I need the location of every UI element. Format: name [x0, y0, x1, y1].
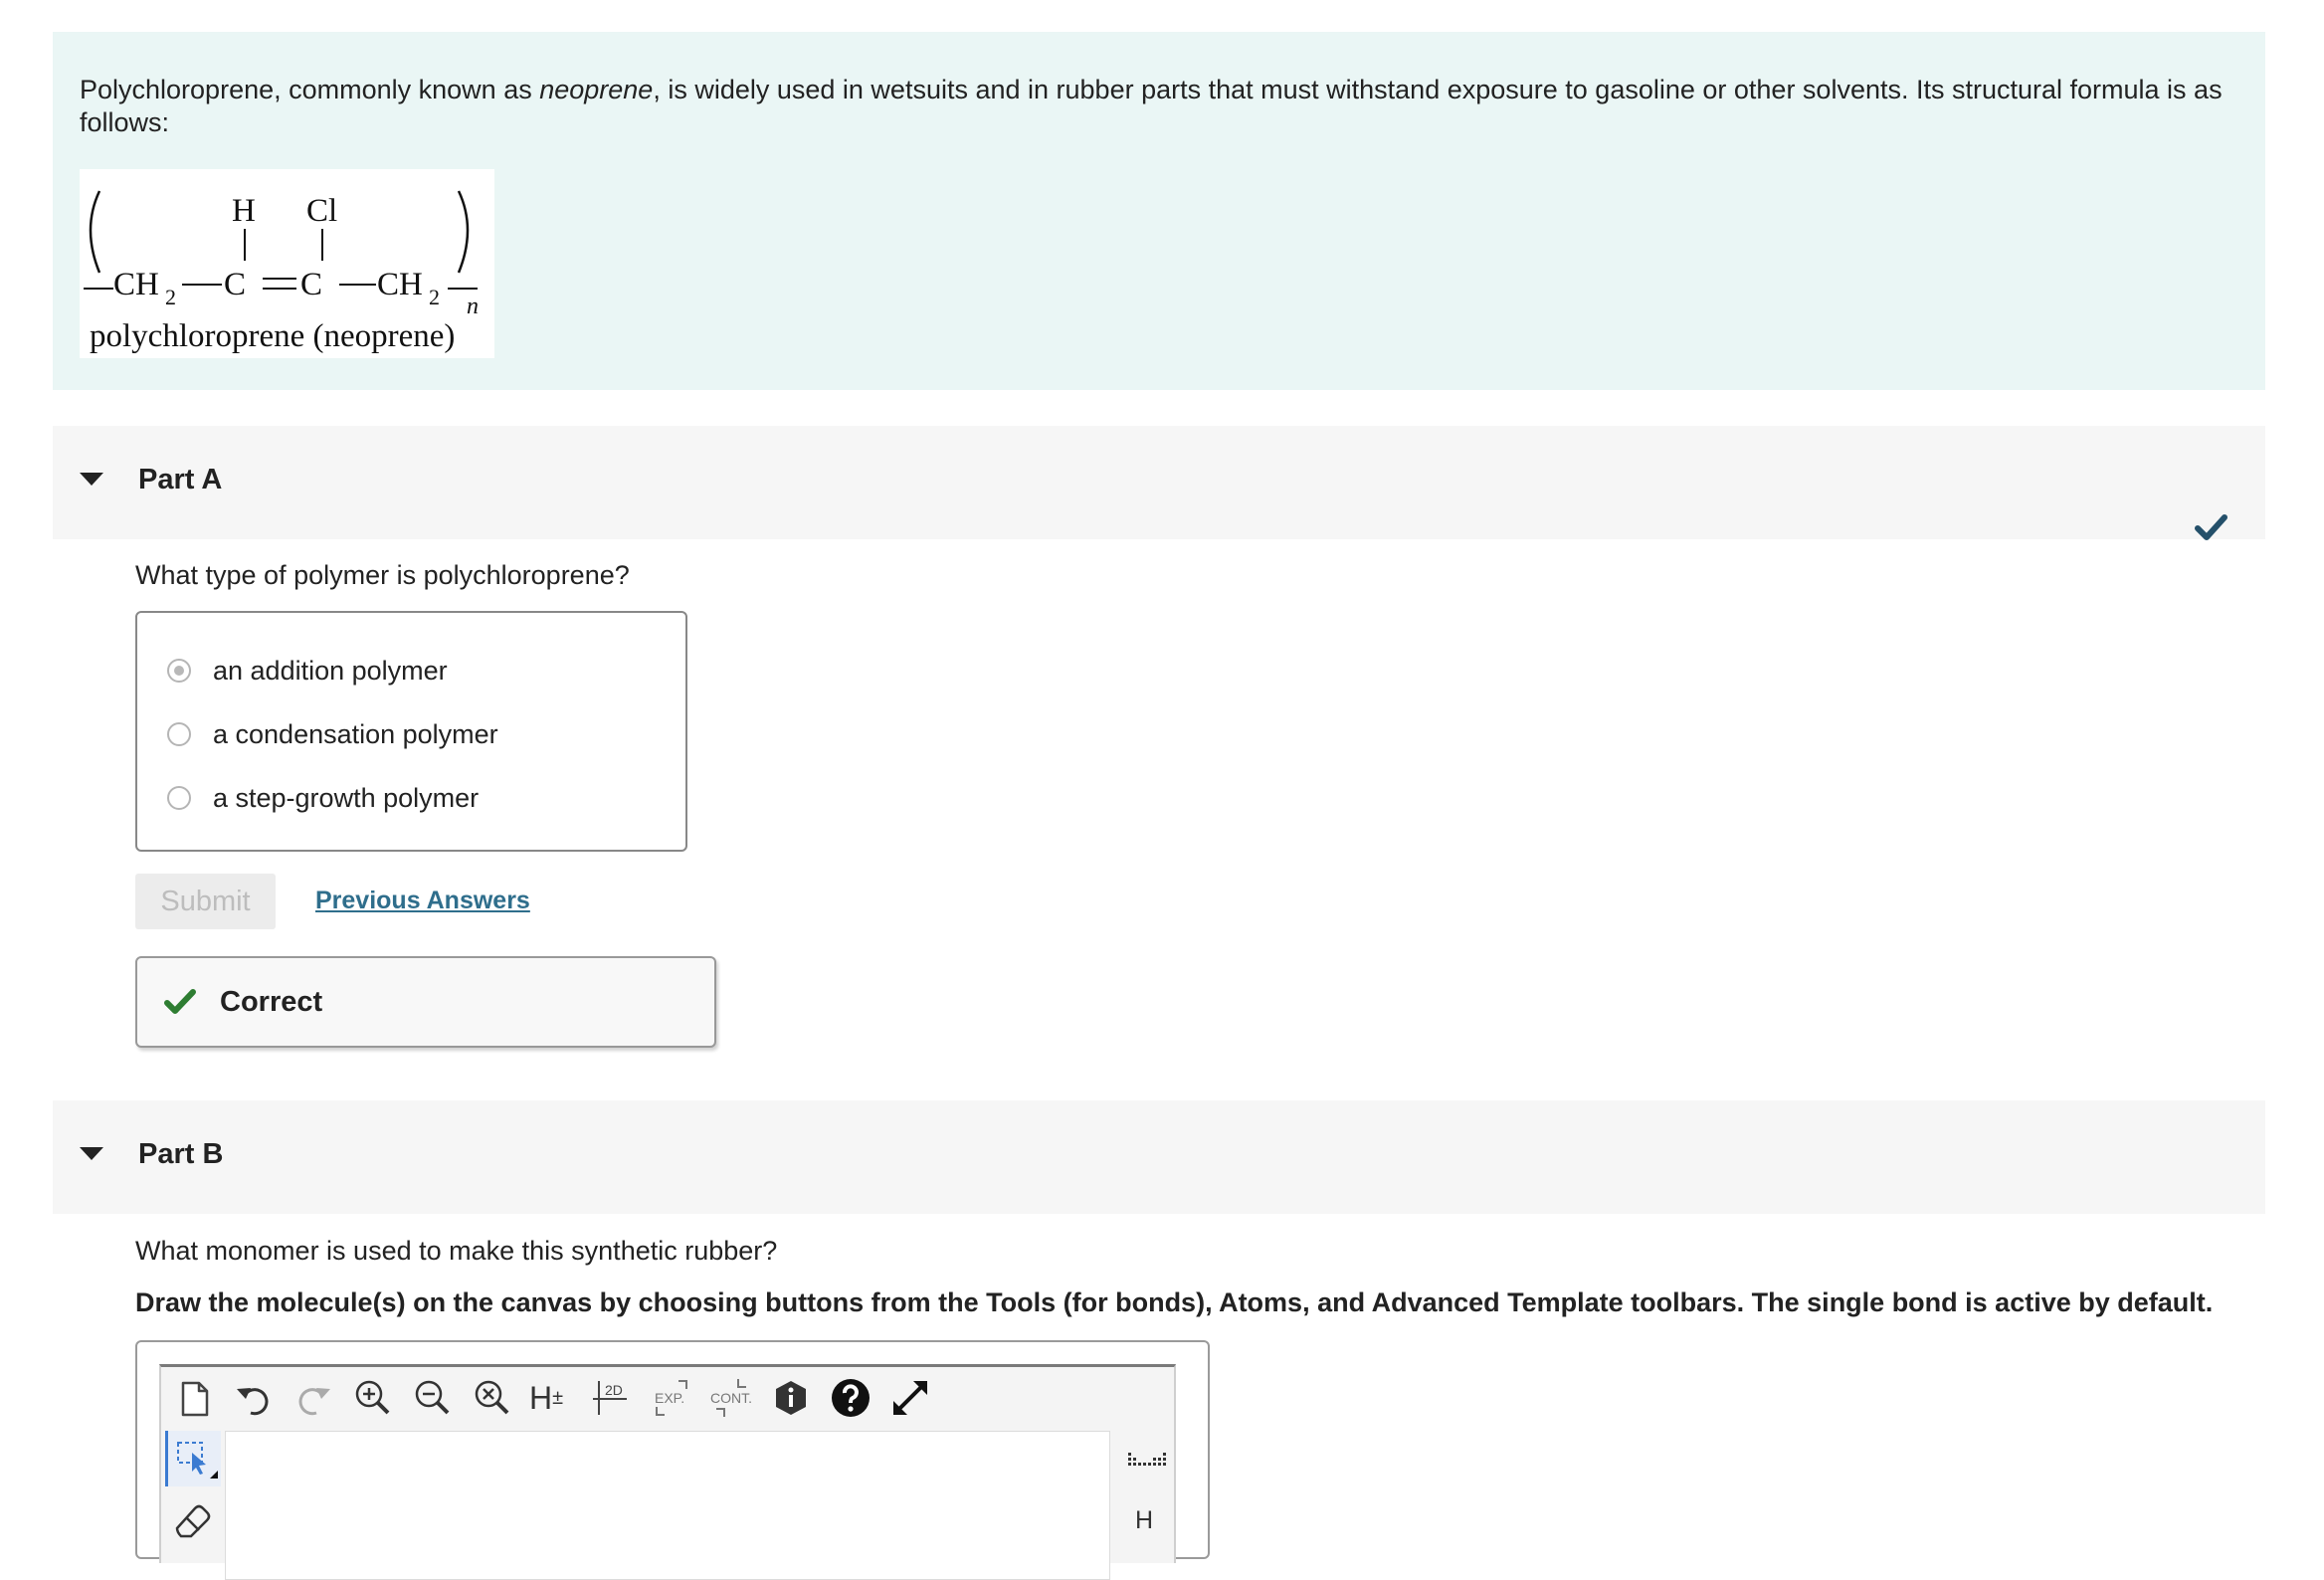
- intro-text-part: Polychloroprene, commonly known as: [80, 75, 540, 104]
- zoom-out-icon[interactable]: [410, 1375, 456, 1421]
- fullscreen-icon[interactable]: [887, 1375, 933, 1421]
- option-label: an addition polymer: [213, 655, 448, 686]
- formula-c-left: C: [224, 267, 247, 302]
- option-label: a step-growth polymer: [213, 782, 480, 813]
- new-document-icon[interactable]: [171, 1375, 217, 1421]
- info-icon[interactable]: [768, 1375, 814, 1421]
- editor-frame: [159, 1364, 1176, 1563]
- hydrogen-toggle-sup: ±: [552, 1387, 564, 1409]
- option-condensation-polymer[interactable]: [167, 714, 498, 754]
- formula-ch2-left: CH: [113, 267, 159, 302]
- formula-c-right: C: [300, 267, 323, 302]
- drawing-canvas[interactable]: [225, 1431, 1110, 1580]
- formula-n: n: [467, 294, 479, 319]
- eraser-tool[interactable]: [165, 1492, 221, 1548]
- intro-text: [80, 74, 2238, 139]
- part-a-header[interactable]: [53, 426, 2265, 539]
- select-tool[interactable]: [165, 1431, 221, 1486]
- option-label: a condensation polymer: [213, 718, 498, 749]
- formula-sub-left: 2: [165, 285, 176, 309]
- expand-icon[interactable]: [649, 1375, 694, 1421]
- formula-ch2-right: CH: [377, 267, 423, 302]
- expand-label: EXP.: [655, 1390, 685, 1406]
- periodic-table-icon[interactable]: [1122, 1439, 1170, 1486]
- part-b-question: What monomer is used to make this synthetic rubber?: [135, 1236, 778, 1266]
- eraser-icon: [165, 1492, 221, 1548]
- intro-text-part: , is widely used in wetsuits and in rubber parts that must withstand exposure to gasoline or other solvents. Its structural formula is as follows:: [80, 75, 2223, 137]
- check-icon: [163, 987, 197, 1017]
- contract-icon[interactable]: [708, 1375, 754, 1421]
- previous-answers-link[interactable]: Previous Answers: [315, 887, 530, 914]
- feedback-text: Correct: [220, 986, 323, 1018]
- answer-options: [135, 611, 687, 852]
- structural-formula-image: [80, 169, 494, 358]
- redo-icon[interactable]: [290, 1375, 336, 1421]
- zoom-in-icon[interactable]: [350, 1375, 396, 1421]
- part-b-title: Part B: [138, 1138, 224, 1170]
- atom-h-button[interactable]: H: [1135, 1506, 1154, 1534]
- clean-2d-icon[interactable]: [589, 1375, 635, 1421]
- part-a-question: What type of polymer is polychloroprene?: [135, 560, 630, 590]
- collapse-triangle-icon[interactable]: [80, 473, 103, 486]
- radio-button[interactable]: [167, 659, 191, 683]
- molecule-editor: [135, 1340, 1210, 1559]
- formula-atom-h: H: [232, 193, 256, 229]
- problem-intro: [53, 32, 2265, 390]
- formula-sub-right: 2: [429, 285, 440, 309]
- contract-label: CONT.: [710, 1390, 752, 1406]
- check-icon: [2192, 507, 2231, 547]
- radio-button[interactable]: [167, 786, 191, 810]
- feedback-correct: [135, 956, 716, 1048]
- option-step-growth-polymer[interactable]: [167, 778, 479, 818]
- submit-button[interactable]: Submit: [135, 874, 276, 929]
- collapse-triangle-icon[interactable]: [80, 1147, 103, 1160]
- option-addition-polymer[interactable]: [167, 651, 448, 691]
- part-a-title: Part A: [138, 464, 223, 495]
- radio-button[interactable]: [167, 722, 191, 746]
- intro-text-italic: neoprene: [539, 75, 654, 104]
- part-b-instruction: Draw the molecule(s) on the canvas by choosing buttons from the Tools (for bonds), Atoms, and Advanced Template toolbars. The single bond is active by default.: [135, 1287, 2214, 1317]
- formula-caption: polychloroprene (neoprene): [90, 318, 456, 354]
- zoom-reset-icon[interactable]: [470, 1375, 515, 1421]
- hydrogen-toggle-label: H: [529, 1380, 553, 1416]
- undo-icon[interactable]: [231, 1375, 277, 1421]
- selection-arrow-icon: [168, 1431, 224, 1486]
- hydrogen-toggle-icon[interactable]: [529, 1375, 575, 1421]
- help-icon[interactable]: [828, 1375, 873, 1421]
- formula-atom-cl: Cl: [306, 193, 338, 229]
- part-b-header[interactable]: [53, 1100, 2265, 1214]
- clean-2d-label: 2D: [605, 1382, 623, 1398]
